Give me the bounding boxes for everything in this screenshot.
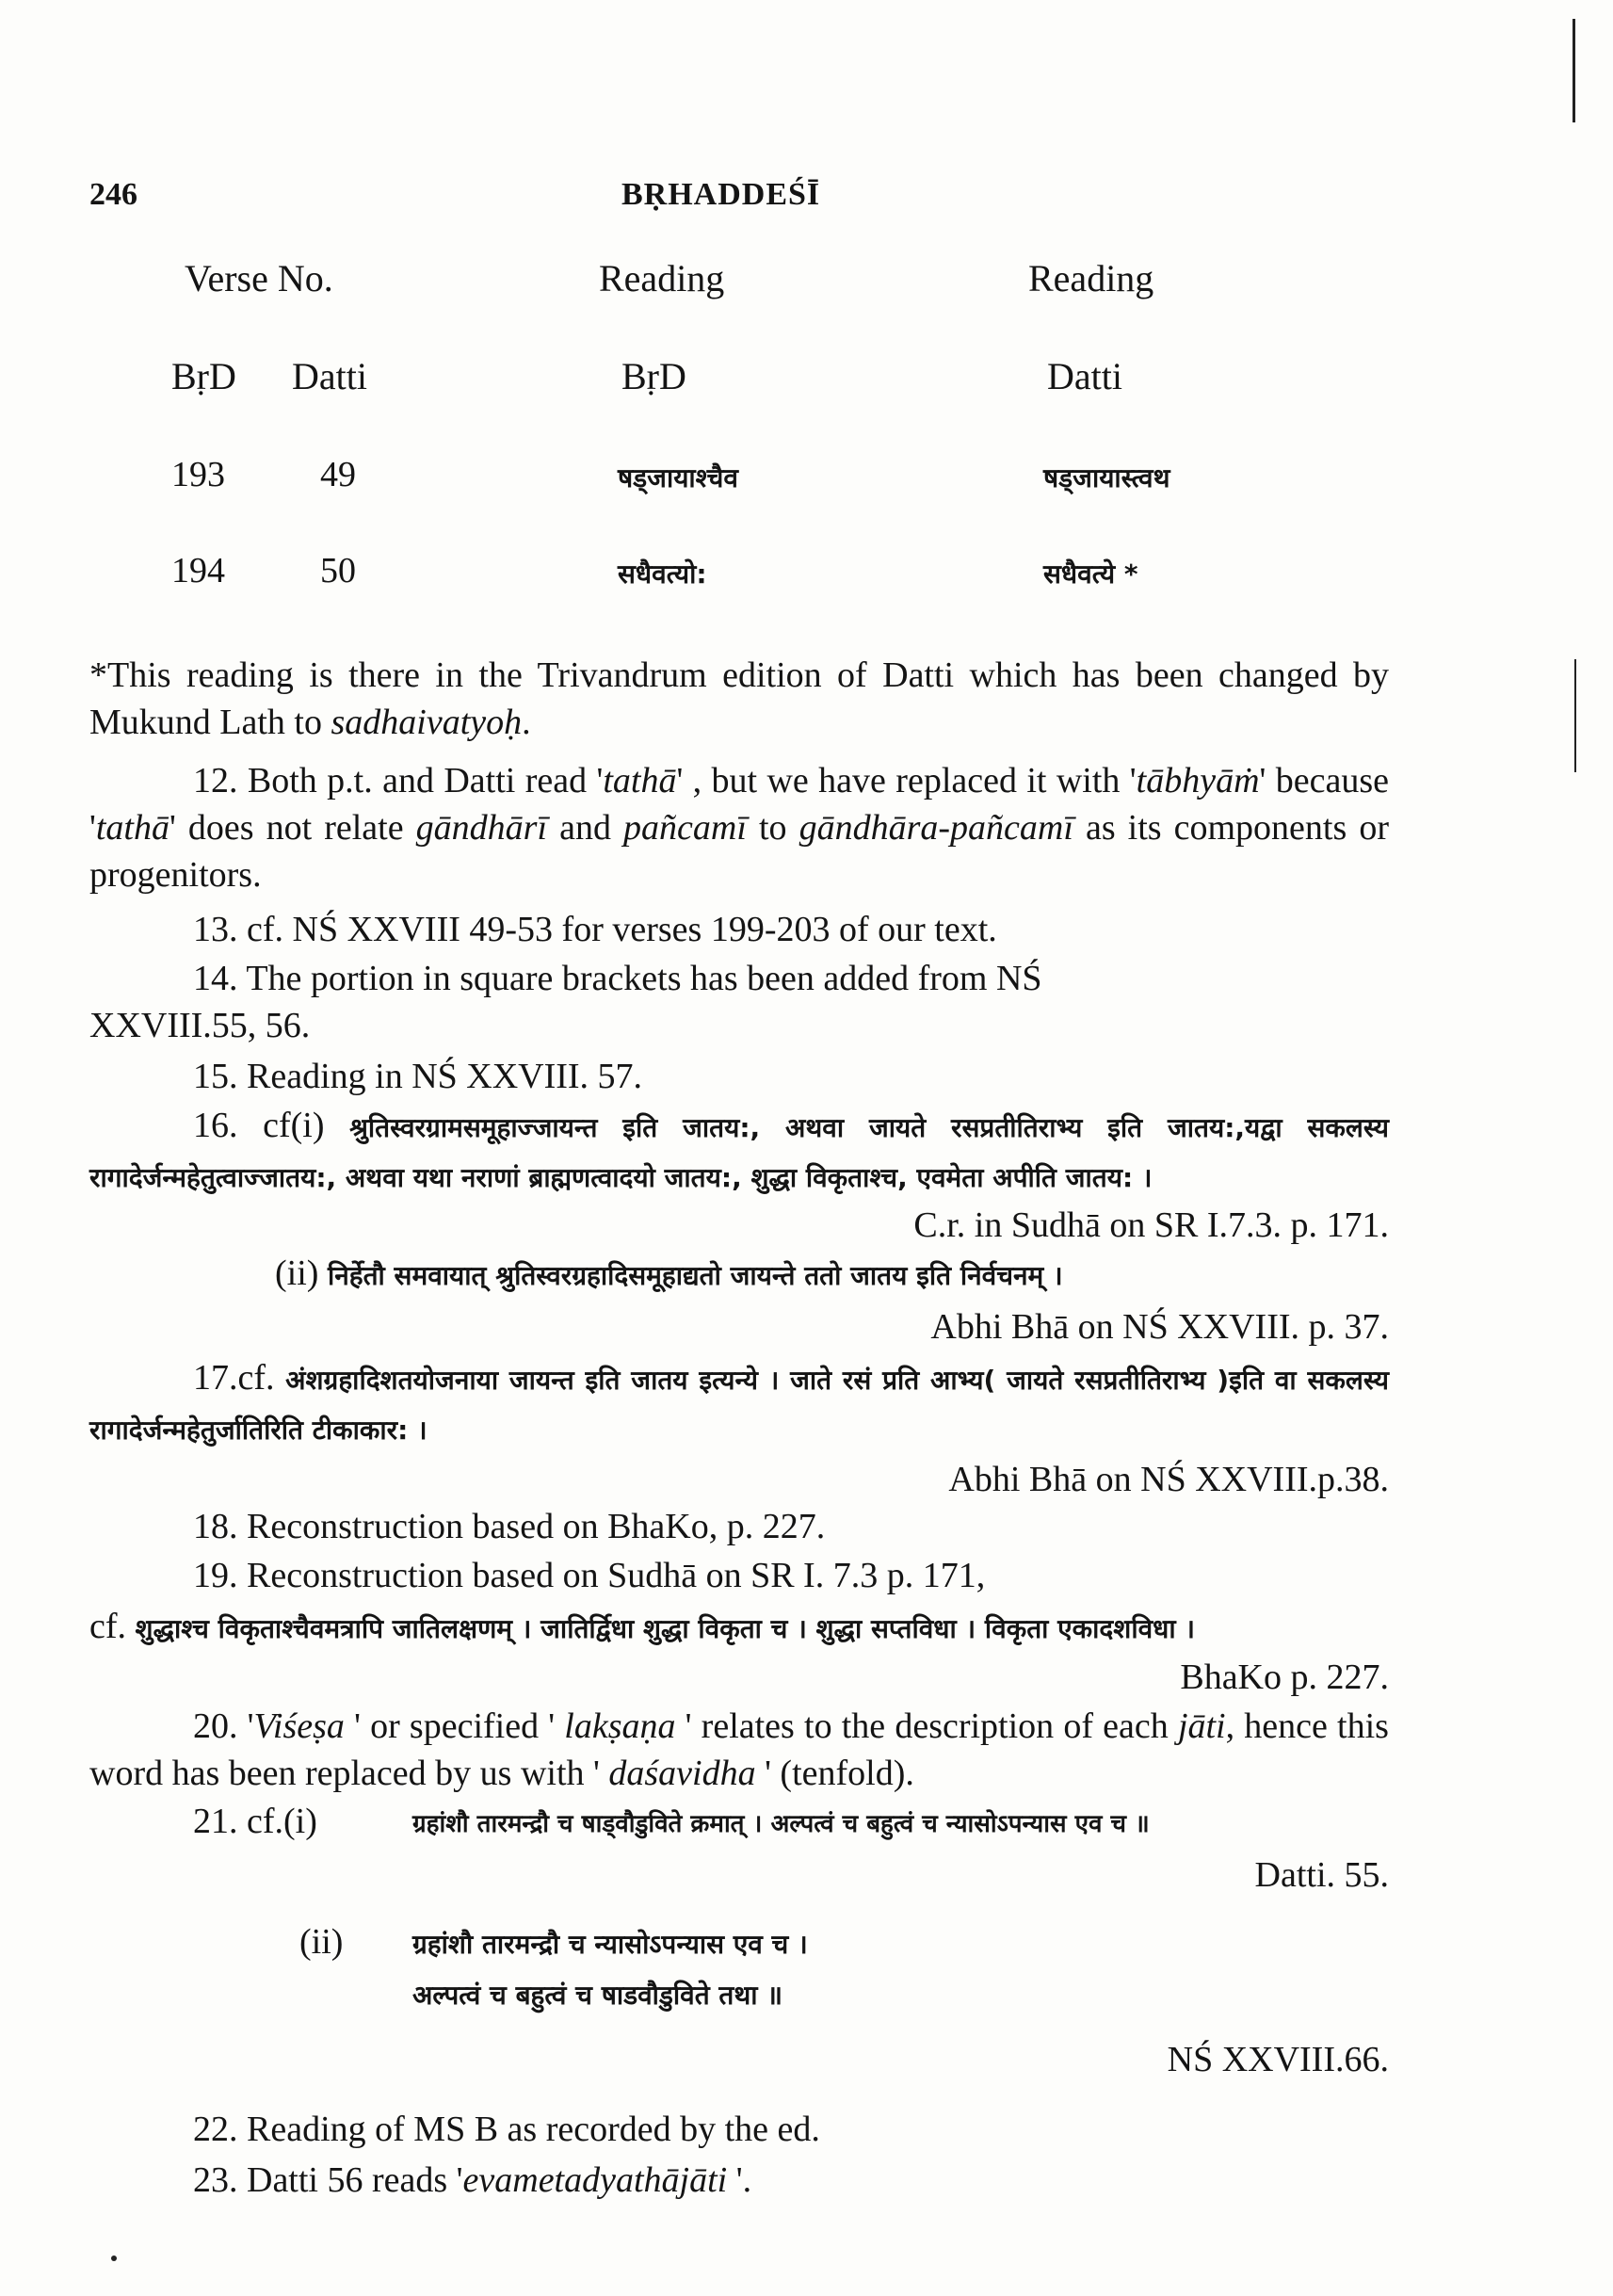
note-22: 22. Reading of MS B as recorded by the ed. (193, 2110, 820, 2149)
footnote-star-italic: sadhaivatyoḥ (331, 703, 523, 742)
note-12-italic: tathā (95, 808, 169, 848)
note-12-text: ' because ' (89, 761, 1389, 848)
scan-mark-top-right (1573, 19, 1575, 122)
note-12-text: to (746, 808, 799, 848)
note-16-sanskrit-i: श्रुतिस्वरग्रामसमूहाज्जायन्त इति जातय:, अथवा जायते रसप्रतीतिराभ्य इति जातय:,यद्वा सकलस्य रागादेर्जन्महेतुत्वाज्जातय:, अथवा यथा नराणां ब्राह्मणत्वादयो जातय:, शुद्धा विकृताश्च, एवमेता अपीति जातय: । (89, 1112, 1390, 1193)
note-21-prefix: 21. cf.(i) (193, 1802, 317, 1841)
row2-reading-datti: सधैवत्ये * (1043, 558, 1138, 590)
note-23-italic: evametadyathājāti (462, 2160, 728, 2200)
note-16-ii (275, 1253, 1063, 1300)
row2-datti: 50 (320, 551, 356, 590)
note-16-prefix-ii: (ii) (275, 1253, 319, 1293)
row1-datti: 49 (320, 455, 356, 494)
note-23 (89, 2157, 1389, 2204)
note-13: 13. cf. NŚ XXVIII 49-53 for verses 199-203 of our text. (193, 910, 997, 949)
note-14: 14. The portion in square brackets has been added from NŚ XXVIII.55, 56. (89, 959, 1042, 1045)
note-19-source: BhaKo p. 227. (1180, 1657, 1389, 1697)
note-17 (89, 1354, 1389, 1454)
note-12-italic: pañcamī (623, 808, 747, 848)
note-20-text: ' (tenfold). (755, 1754, 914, 1793)
note-19: 19. Reconstruction based on Sudhā on SR I. 7.3 p. 171, (193, 1556, 986, 1595)
note-20-italic: lakṣaṇa (564, 1706, 676, 1746)
note-12 (89, 757, 1389, 898)
note-12-text: 12. Both p.t. and Datti read ' (193, 761, 604, 800)
note-16-sanskrit-ii: निर्हेतौ समवायात् श्रुतिस्वरग्रहादिसमूहाद्यतो जायन्ते ततो जातय इति निर्वचनम् । (327, 1260, 1063, 1291)
note-12-italic: tābhyāṁ (1136, 761, 1260, 800)
note-21-sanskrit-ii-line1: ग्रहांशौ तारमन्द्रौ च न्यासोऽपन्यास एव च । (412, 1929, 808, 1960)
note-17-sanskrit: अंशग्रहादिशतयोजनाया जायन्त इति जातय इत्यन्ये । जाते रसं प्रति आभ्य( जायते रसप्रतीतिराभ्य )इति वा सकलस्य रागादेर्जन्महेतुर्जातिरिति टीकाकार: । (89, 1365, 1390, 1446)
note-12-text: ' does not relate (169, 808, 416, 848)
footnote-star-end: . (522, 703, 531, 742)
note-23-text: '. (727, 2160, 752, 2200)
note-20-italic: Viśeṣa (253, 1706, 345, 1746)
subheader-datti: Datti (292, 355, 367, 397)
running-title: BṚHADDEŚĪ (621, 177, 821, 212)
note-16-prefix: 16. cf(i) (193, 1106, 325, 1145)
note-20-text: 20. ' (193, 1706, 254, 1746)
note-16-source-i: C.r. in Sudhā on SR I.7.3. p. 171. (913, 1205, 1389, 1245)
note-19-prefix: cf. (89, 1607, 127, 1646)
scan-mark-right-edge (1574, 659, 1576, 772)
row2-brd: 194 (171, 551, 225, 590)
note-20-text: ' or specified ' (344, 1706, 565, 1746)
subheader-brd: BṛD (171, 355, 236, 397)
note-12-italic: gāndhārī (415, 808, 548, 848)
row1-reading-brd: षड्जायाश्चैव (618, 462, 738, 493)
note-18: 18. Reconstruction based on BhaKo, p. 227. (193, 1507, 826, 1546)
note-19-cf (89, 1603, 1389, 1653)
note-12-text: and (547, 808, 624, 848)
col-header-reading-datti: Reading (1028, 257, 1154, 299)
page-number: 246 (89, 177, 137, 212)
scan-dot (111, 2256, 117, 2261)
subheader-reading-datti: Datti (1047, 355, 1122, 397)
note-20-italic: jāti (1177, 1706, 1226, 1746)
subheader-reading-brd: BṛD (621, 355, 686, 397)
note-17-source: Abhi Bhā on NŚ XXVIII.p.38. (948, 1460, 1389, 1499)
row2-reading-brd: सधैवत्यो: (618, 558, 707, 590)
row1-reading-datti: षड्जायास्त्वथ (1043, 462, 1170, 493)
note-21-sanskrit-ii-line2: अल्पत्वं च बहुत्वं च षाडवौडुविते तथा ॥ (412, 1980, 783, 2011)
note-20 (89, 1703, 1389, 1797)
row1-brd: 193 (171, 455, 225, 494)
note-21-source-ii: NŚ XXVIII.66. (1167, 2040, 1389, 2079)
note-20-italic: daśavidha (608, 1754, 756, 1793)
note-19-sanskrit: शुद्धाश्च विकृताश्चैवमत्रापि जातिलक्षणम् । जातिर्द्विधा शुद्धा विकृता च । शुद्धा सप्तविधा । विकृता एकादशविधा । (135, 1613, 1195, 1644)
note-16-i (89, 1102, 1389, 1202)
note-21-sanskrit-i: ग्रहांशौ तारमन्द्रौ च षाड्वौडुविते क्रमात् । अल्पत्वं च बहुत्वं च न्यासोऽपन्यास एव च ॥ (412, 1810, 1150, 1838)
note-20-text: , hence this word has been replaced by us with ' (89, 1706, 1389, 1793)
note-15: 15. Reading in NŚ XXVIII. 57. (193, 1057, 643, 1096)
note-12-italic: tathā (603, 761, 677, 800)
note-21-source-i: Datti. 55. (1254, 1855, 1389, 1895)
col-header-verse-no: Verse No. (185, 257, 333, 299)
note-20-text: ' relates to the description of each (675, 1706, 1178, 1746)
footnote-star (89, 652, 1389, 746)
note-12-text: as its components or progenitors. (89, 808, 1389, 895)
note-16-source-ii: Abhi Bhā on NŚ XXVIII. p. 37. (930, 1307, 1389, 1347)
note-21-prefix-ii: (ii) (299, 1922, 344, 1962)
col-header-reading-brd: Reading (599, 257, 725, 299)
note-23-text: 23. Datti 56 reads ' (193, 2160, 463, 2200)
note-17-prefix: 17.cf. (193, 1358, 275, 1398)
note-12-italic: gāndhāra-pañcamī (798, 808, 1073, 848)
footnote-star-text: *This reading is there in the Trivandrum edition of Datti which has been changed by Mukund Lath to (89, 655, 1389, 742)
note-12-text: ' , but we have replaced it with ' (676, 761, 1137, 800)
